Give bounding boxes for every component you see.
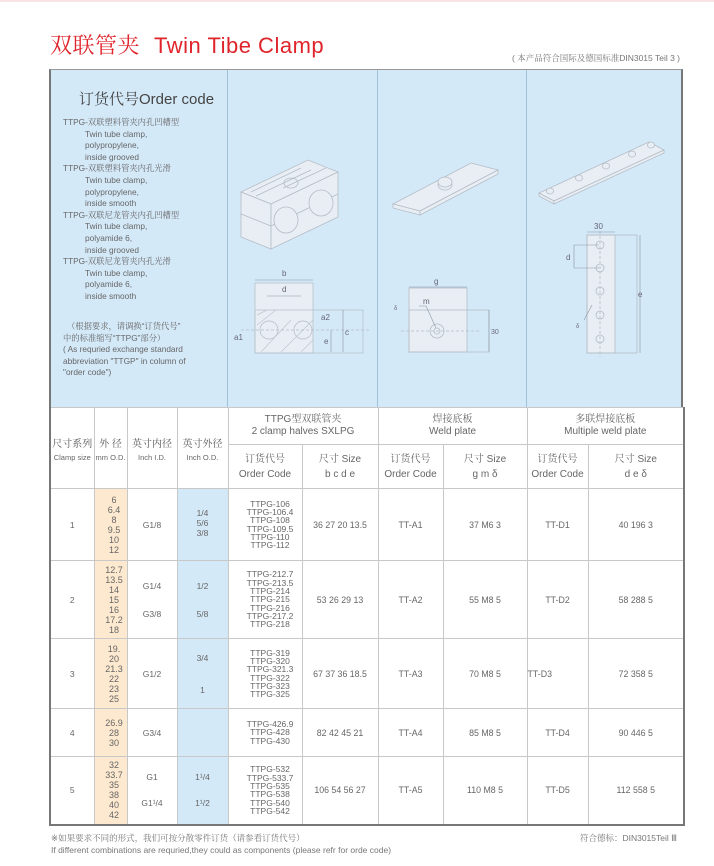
note-en: "order code")	[63, 367, 112, 378]
order-code-title: 订货代号Order code	[79, 91, 215, 108]
order-code-desc: polyamide 6,	[85, 232, 133, 243]
footer-standard: 符合德标：DIN3015Teil Ⅲ	[579, 833, 677, 843]
dim-e: e	[324, 337, 329, 346]
cell-clamp-size: 3	[50, 639, 94, 709]
header-clamp-size: 尺寸系列 Clamp size	[50, 408, 94, 489]
order-code-item: TTPG-双联尼龙管夹内孔光滑	[63, 256, 171, 267]
cell-ttpg-size: 106 54 56 27	[302, 757, 378, 825]
footer-note-cn: ※如果要求不同的形式，我们可按分散零件订货（请参看订货代号）	[51, 833, 305, 843]
page-title	[50, 29, 324, 60]
cell-weld-size: 85 M8 5	[443, 709, 527, 757]
cell-multi-size: 58 288 5	[588, 561, 684, 639]
table-row	[50, 561, 684, 639]
cell-inch-id: G1/4 G3/8	[127, 561, 177, 639]
order-code-desc: Twin tube clamp,	[85, 267, 148, 278]
dim-d: d	[566, 253, 571, 262]
cell-weld-size: 110 M8 5	[443, 757, 527, 825]
cell-mm-od: 32 33.7 35 38 40 42	[94, 757, 127, 825]
cell-clamp-size: 4	[50, 709, 94, 757]
cell-ttpg-size: 36 27 20 13.5	[302, 489, 378, 561]
cell-ttpg-codes: TTPG-532 TTPG-533.7 TTPG-535 TTPG-538 TTPG-540 TTPG-542	[228, 757, 302, 825]
cell-inch-id: G1 G1¹/4	[127, 757, 177, 825]
spec-table	[49, 407, 685, 826]
cell-ttpg-codes: TTPG-212.7 TTPG-213.5 TTPG-214 TTPG-215 TTPG-216 TTPG-217.2 TTPG-218	[228, 561, 302, 639]
header-group-multiple-weld-plate: 多联焊接底板 Multiple weld plate	[527, 408, 684, 445]
cell-ttpg-codes: TTPG-319 TTPG-320 TTPG-321.3 TTPG-322 TTPG-323 TTPG-325	[228, 639, 302, 709]
order-code-desc: polypropylene,	[85, 140, 139, 151]
order-code-list	[63, 117, 179, 303]
dim-a1: a1	[234, 333, 243, 342]
cell-multi-size: 72 358 5	[588, 639, 684, 709]
divider	[377, 70, 378, 407]
dim-delta: δ	[394, 306, 398, 312]
cell-inch-od: 1/2 5/8	[177, 561, 228, 639]
order-code-note	[63, 321, 186, 379]
order-code-desc: inside smooth	[85, 290, 137, 301]
footer-note	[51, 832, 391, 856]
cell-inch-od	[177, 709, 228, 757]
cell-clamp-size: 5	[50, 757, 94, 825]
order-code-desc: inside smooth	[85, 198, 137, 209]
header-group-ttpg: TTPG型双联管夹 2 clamp halves SXLPG	[228, 408, 378, 445]
weld-plate-drawing	[381, 130, 526, 400]
header-group-weld-plate: 焊接底板 Weld plate	[378, 408, 527, 445]
dim-delta: δ	[576, 324, 580, 330]
cell-mm-od: 26.9 28 30	[94, 709, 127, 757]
cell-ttpg-size: 67 37 36 18.5	[302, 639, 378, 709]
title-cn: 双联管夹	[50, 33, 141, 58]
footer-note-en: If different combinations are requried,they could as components (please refr for orde code)	[51, 845, 392, 855]
cell-weld-size: 55 M8 5	[443, 561, 527, 639]
order-code-desc: polyamide 6,	[85, 279, 133, 290]
cell-multi-size: 90 446 5	[588, 709, 684, 757]
cell-multi-code: TT-D5	[527, 757, 588, 825]
note-en: abbreviation "TTGP" in column of	[63, 355, 186, 366]
cell-weld-code: TT-A1	[378, 489, 443, 561]
cell-weld-size: 37 M6 3	[443, 489, 527, 561]
table-row	[50, 639, 684, 709]
cell-clamp-size: 1	[50, 489, 94, 561]
title-en: Twin Tibe Clamp	[154, 33, 325, 58]
dim-e: e	[638, 290, 643, 299]
standard-note: ( 本产品符合国际及德国标准DIN3015 Teil 3 )	[512, 53, 680, 63]
order-code-item: TTPG-双联尼龙管夹内孔凹槽型	[63, 209, 180, 220]
cell-inch-od: 1/4 5/6 3/8	[177, 489, 228, 561]
cell-ttpg-codes: TTPG-106 TTPG-106.4 TTPG-108 TTPG-109.5 TTPG-110 TTPG-112	[228, 489, 302, 561]
note-cn: 中的标准缩写“TTPG”部分）	[63, 332, 166, 343]
order-code-desc: inside grooved	[85, 244, 139, 255]
top-rule	[0, 0, 714, 2]
cell-weld-code: TT-A4	[378, 709, 443, 757]
order-code-desc: inside grooved	[85, 151, 139, 162]
cell-weld-size: 70 M8 5	[443, 639, 527, 709]
cell-mm-od: 6 6.4 8 9.5 10 12	[94, 489, 127, 561]
table-row	[50, 709, 684, 757]
cell-ttpg-size: 82 42 45 21	[302, 709, 378, 757]
cell-multi-code: TT-D1	[527, 489, 588, 561]
cell-ttpg-codes: TTPG-426.9 TTPG-428 TTPG-430	[228, 709, 302, 757]
cell-multi-size: 40 196 3	[588, 489, 684, 561]
dim-d: d	[282, 285, 287, 294]
table-row	[50, 757, 684, 825]
header-inch-od: 英寸外径 Inch O.D.	[177, 408, 228, 489]
divider	[227, 70, 228, 407]
cell-clamp-size: 2	[50, 561, 94, 639]
note-en: ( As requried exchange standard	[63, 344, 183, 355]
cell-multi-code: TT-D3	[527, 639, 588, 709]
cell-inch-id: G1/2	[127, 639, 177, 709]
cell-ttpg-size: 53 26 29 13	[302, 561, 378, 639]
header-weld-order-code: 订货代号 Order Code	[378, 445, 443, 489]
cell-inch-id: G1/8	[127, 489, 177, 561]
cell-multi-code: TT-D2	[527, 561, 588, 639]
header-ttpg-size: 尺寸 Size b c d e	[302, 445, 378, 489]
dim-b: b	[282, 269, 287, 278]
dim-30: 30	[491, 329, 499, 336]
product-illustration-band	[49, 69, 683, 407]
cell-inch-od: 3/4 1	[177, 639, 228, 709]
dim-m: m	[423, 297, 430, 306]
header-multi-size: 尺寸 Size d e δ	[588, 445, 684, 489]
divider	[526, 70, 527, 407]
header-inch-id: 英寸内径 Inch I.D.	[127, 408, 177, 489]
header-multi-order-code: 订货代号 Order Code	[527, 445, 588, 489]
cell-multi-code: TT-D4	[527, 709, 588, 757]
cell-weld-code: TT-A2	[378, 561, 443, 639]
cell-weld-code: TT-A3	[378, 639, 443, 709]
note-cn: （根据要求，请调换“订货代号”	[67, 321, 181, 331]
dim-g: g	[434, 277, 439, 286]
header-weld-size: 尺寸 Size g m δ	[443, 445, 527, 489]
order-code-desc: Twin tube clamp,	[85, 221, 148, 232]
order-code-desc: Twin tube clamp,	[85, 128, 148, 139]
order-code-item: TTPG-双联塑料管夹内孔凹槽型	[63, 117, 180, 127]
cell-weld-code: TT-A5	[378, 757, 443, 825]
order-code-desc: polypropylene,	[85, 186, 139, 197]
header-ttpg-order-code: 订货代号 Order Code	[228, 445, 302, 489]
table-row	[50, 489, 684, 561]
order-code-item: TTPG-双联塑料管夹内孔光滑	[63, 163, 171, 174]
order-code-desc: Twin tube clamp,	[85, 174, 148, 185]
dim-c: c	[345, 328, 349, 337]
cell-inch-id: G3/4	[127, 709, 177, 757]
header-mm-od: 外 径 mm O.D.	[94, 408, 127, 489]
dim-30: 30	[594, 222, 603, 231]
twin-clamp-drawing	[231, 130, 376, 400]
cell-inch-od: 1¹/4 1¹/2	[177, 757, 228, 825]
cell-multi-size: 112 558 5	[588, 757, 684, 825]
cell-mm-od: 12.7 13.5 14 15 16 17.2 18	[94, 561, 127, 639]
dim-a2: a2	[321, 313, 330, 322]
cell-mm-od: 19. 20 21.3 22 23 25	[94, 639, 127, 709]
multiple-weld-plate-drawing	[529, 125, 684, 405]
